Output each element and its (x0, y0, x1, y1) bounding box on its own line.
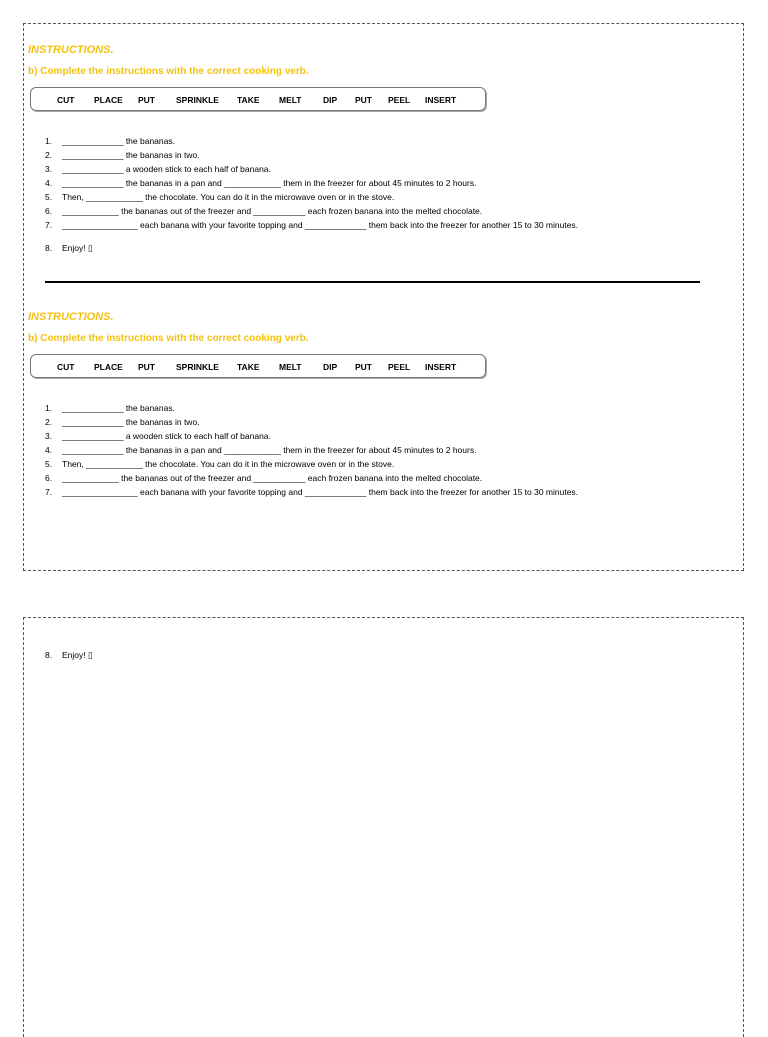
worksheet-page-2 (23, 617, 744, 1037)
verb-word: SPRINKLE (176, 362, 219, 372)
item-number: 3. (45, 164, 53, 174)
item-text: _____________ the bananas. (62, 136, 175, 146)
verb-word: MELT (279, 95, 302, 105)
verb-word: CUT (57, 95, 75, 105)
item-number: 4. (45, 178, 53, 188)
item-text: Then, ____________ the chocolate. You can do it in the microwave oven or in the stove. (62, 459, 395, 469)
verb-word: PUT (355, 362, 372, 372)
item-number: 7. (45, 487, 53, 497)
verb-word: PUT (138, 95, 155, 105)
item-text: _____________ a wooden stick to each half of banana. (62, 164, 271, 174)
item-number: 5. (45, 192, 53, 202)
section-subheading: b) Complete the instructions with the correct cooking verb. (28, 333, 309, 344)
item-text: _____________ the bananas in two. (62, 150, 200, 160)
item-number: 1. (45, 136, 53, 146)
item-number: 6. (45, 206, 53, 216)
verb-word: DIP (323, 362, 338, 372)
section-heading: INSTRUCTIONS. (28, 44, 114, 56)
verb-word: PEEL (388, 95, 411, 105)
item-text: _____________ the bananas in a pan and ____________ them in the freezer for about 45 minutes to 2 hours. (62, 445, 477, 455)
item-text: Enjoy! ▯ (62, 243, 93, 253)
item-text: _____________ the bananas in two. (62, 417, 200, 427)
verb-word: PUT (355, 95, 372, 105)
section-divider (45, 281, 700, 283)
verb-word: INSERT (425, 95, 457, 105)
item-number: 7. (45, 220, 53, 230)
item-text: ____________ the bananas out of the freezer and ___________ each frozen banana into the melted chocolate. (62, 473, 483, 483)
verb-word: MELT (279, 362, 302, 372)
item-text: Then, ____________ the chocolate. You can do it in the microwave oven or in the stove. (62, 192, 395, 202)
item-number: 5. (45, 459, 53, 469)
verb-bank (30, 87, 486, 111)
item-text: Enjoy! ▯ (62, 650, 93, 660)
item-number: 4. (45, 445, 53, 455)
item-text: ________________ each banana with your favorite topping and _____________ them back into the freezer for another 15 to 30 minutes. (62, 487, 579, 497)
item-number: 2. (45, 150, 53, 160)
item-number: 2. (45, 417, 53, 427)
verb-word: DIP (323, 95, 338, 105)
verb-word: TAKE (237, 362, 260, 372)
section-heading: INSTRUCTIONS. (28, 311, 114, 323)
verb-word: PEEL (388, 362, 411, 372)
item-text: _____________ a wooden stick to each half of banana. (62, 431, 271, 441)
item-text: ________________ each banana with your favorite topping and _____________ them back into the freezer for another 15 to 30 minutes. (62, 220, 579, 230)
item-number: 8. (45, 243, 53, 253)
verb-word: CUT (57, 362, 75, 372)
item-number: 3. (45, 431, 53, 441)
item-number: 8. (45, 650, 53, 660)
verb-word: PLACE (94, 95, 123, 105)
item-number: 6. (45, 473, 53, 483)
item-text: _____________ the bananas. (62, 403, 175, 413)
verb-bank (30, 354, 486, 378)
verb-word: TAKE (237, 95, 260, 105)
section-subheading: b) Complete the instructions with the correct cooking verb. (28, 66, 309, 77)
worksheet-page-1 (23, 23, 744, 571)
verb-word: INSERT (425, 362, 457, 372)
item-number: 1. (45, 403, 53, 413)
item-text: _____________ the bananas in a pan and ____________ them in the freezer for about 45 minutes to 2 hours. (62, 178, 477, 188)
verb-word: PLACE (94, 362, 123, 372)
verb-word: SPRINKLE (176, 95, 219, 105)
verb-word: PUT (138, 362, 155, 372)
item-text: ____________ the bananas out of the freezer and ___________ each frozen banana into the melted chocolate. (62, 206, 483, 216)
